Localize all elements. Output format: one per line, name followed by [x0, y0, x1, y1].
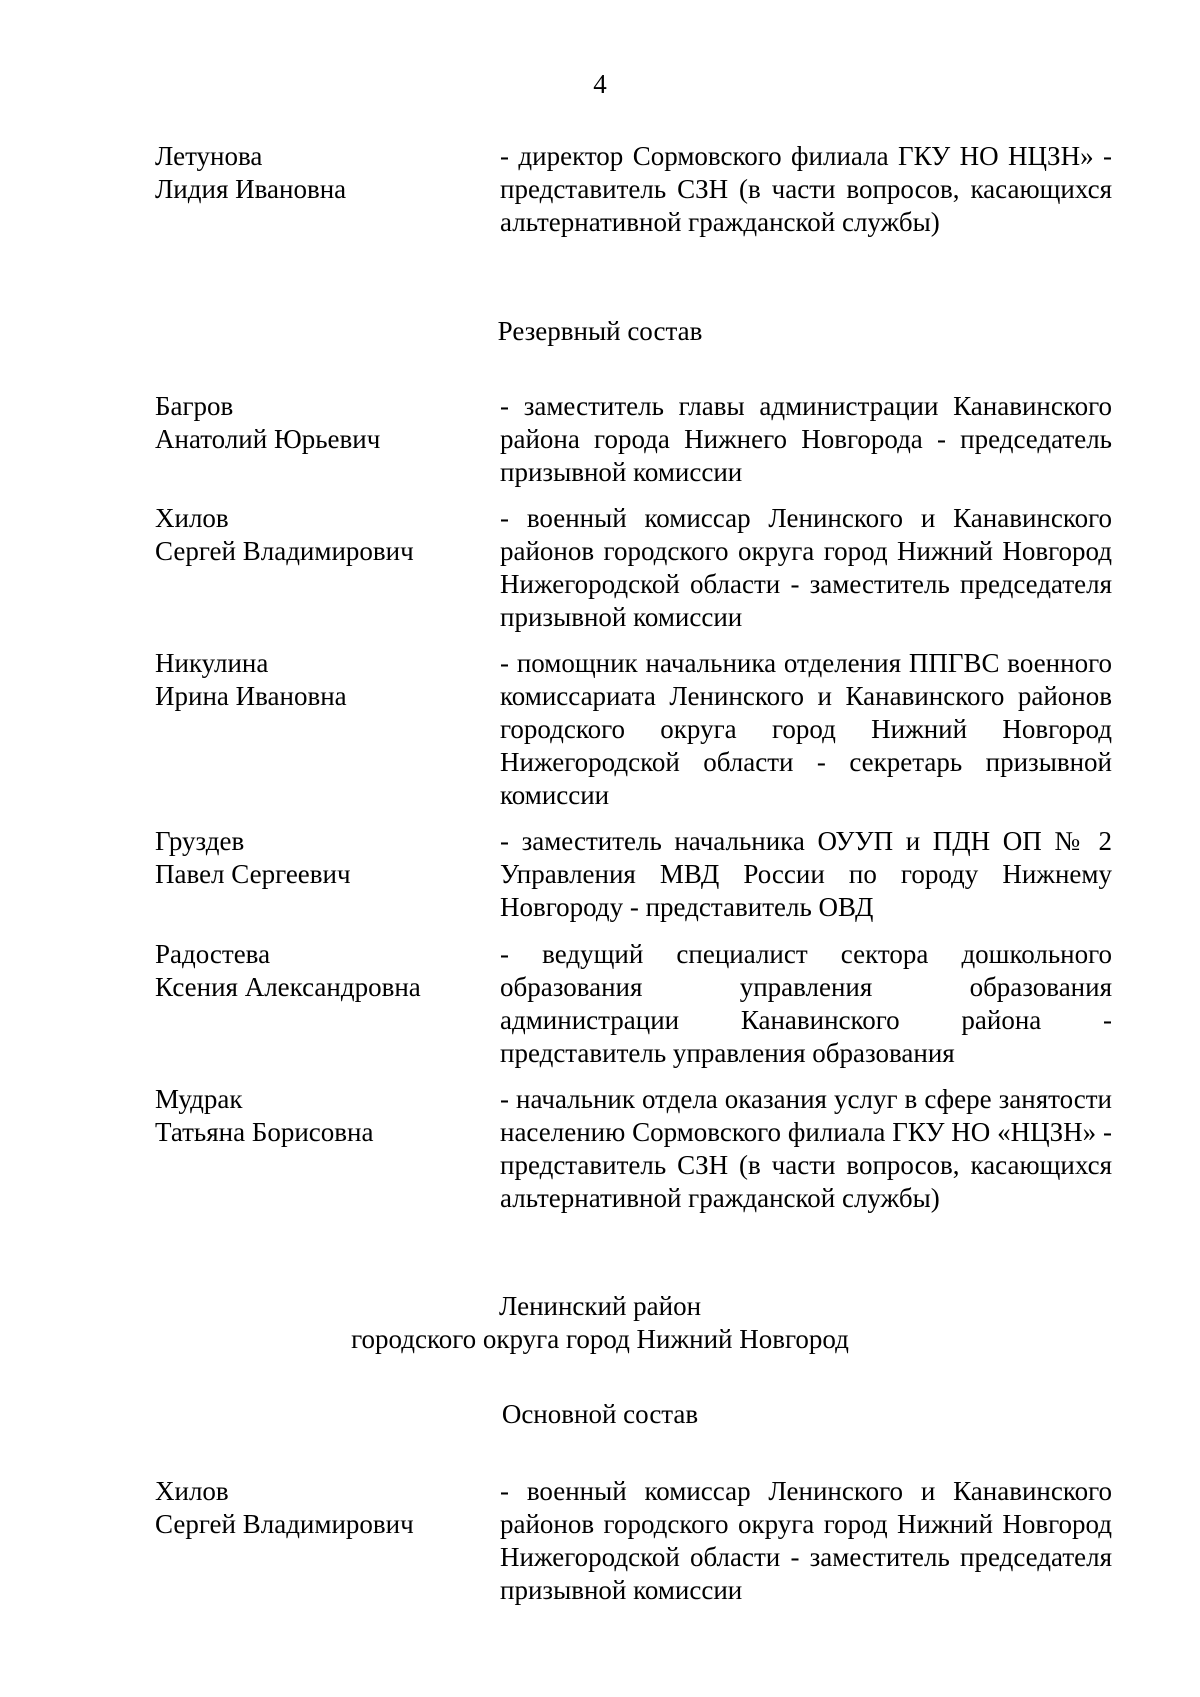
member-role: - заместитель начальника ОУУП и ПДН ОП № 2 Управления МВД России по городу Нижнему Новгороду - представитель ОВД [500, 826, 1112, 922]
member-role: - военный комиссар Ленинского и Канавинского районов городского округа город Нижний Новгород Нижегородской области - заместитель председателя призывной комиссии [500, 503, 1112, 632]
member-name [155, 140, 475, 206]
reserve-section-heading: Резервный состав [497, 316, 703, 346]
member-role: - заместитель главы администрации Канавинского района города Нижнего Новгорода - председатель призывной комиссии [500, 391, 1112, 487]
member-given-name: Сергей Владимирович [155, 1509, 414, 1539]
member-surname: Никулина [155, 648, 269, 678]
district-heading-line2: городского округа город Нижний Новгород [351, 1324, 849, 1354]
district-heading-line1: Ленинский район [498, 1291, 702, 1321]
member-role: - директор Сормовского филиала ГКУ НО НЦЗН» - представитель СЗН (в части вопросов, касающихся альтернативной гражданской службы) [500, 141, 1112, 237]
member-surname: Мудрак [155, 1084, 243, 1114]
member-surname: Летунова [155, 141, 263, 171]
member-role: - помощник начальника отделения ППГВС военного комиссариата Ленинского и Канавинского районов городского округа город Нижний Новгород Нижегородской области - секретарь призывной комиссии [500, 648, 1112, 810]
member-given-name: Сергей Владимирович [155, 536, 414, 566]
member-surname: Хилов [155, 1476, 229, 1506]
member-given-name: Лидия Ивановна [155, 174, 347, 204]
member-name [155, 1083, 475, 1149]
member-surname: Груздев [155, 826, 245, 856]
member-given-name: Анатолий Юрьевич [155, 424, 381, 454]
member-given-name: Ирина Ивановна [155, 681, 347, 711]
member-given-name: Павел Сергеевич [155, 859, 351, 889]
member-name [155, 825, 475, 891]
member-name [155, 390, 475, 456]
member-role: - начальник отдела оказания услуг в сфере занятости населению Сормовского филиала ГКУ НО «НЦЗН» - представитель СЗН (в части вопросов, касающихся альтернативной гражданской службы) [500, 1084, 1112, 1213]
member-name [155, 502, 475, 568]
member-given-name: Татьяна Борисовна [155, 1117, 374, 1147]
page-number: 4 [593, 69, 607, 99]
member-surname: Хилов [155, 503, 229, 533]
member-surname: Багров [155, 391, 234, 421]
member-role: - военный комиссар Ленинского и Канавинского районов городского округа город Нижний Новгород Нижегородской области - заместитель председателя призывной комиссии [500, 1476, 1112, 1605]
member-name [155, 938, 475, 1004]
member-surname: Радостева [155, 939, 271, 969]
member-given-name: Ксения Александровна [155, 972, 421, 1002]
member-name [155, 647, 475, 713]
member-name [155, 1475, 475, 1541]
member-role: - ведущий специалист сектора дошкольного образования управления образования администрации Канавинского района - представитель управления образования [500, 939, 1112, 1068]
main-section-heading: Основной состав [501, 1399, 699, 1429]
district-heading [0, 1290, 1200, 1356]
